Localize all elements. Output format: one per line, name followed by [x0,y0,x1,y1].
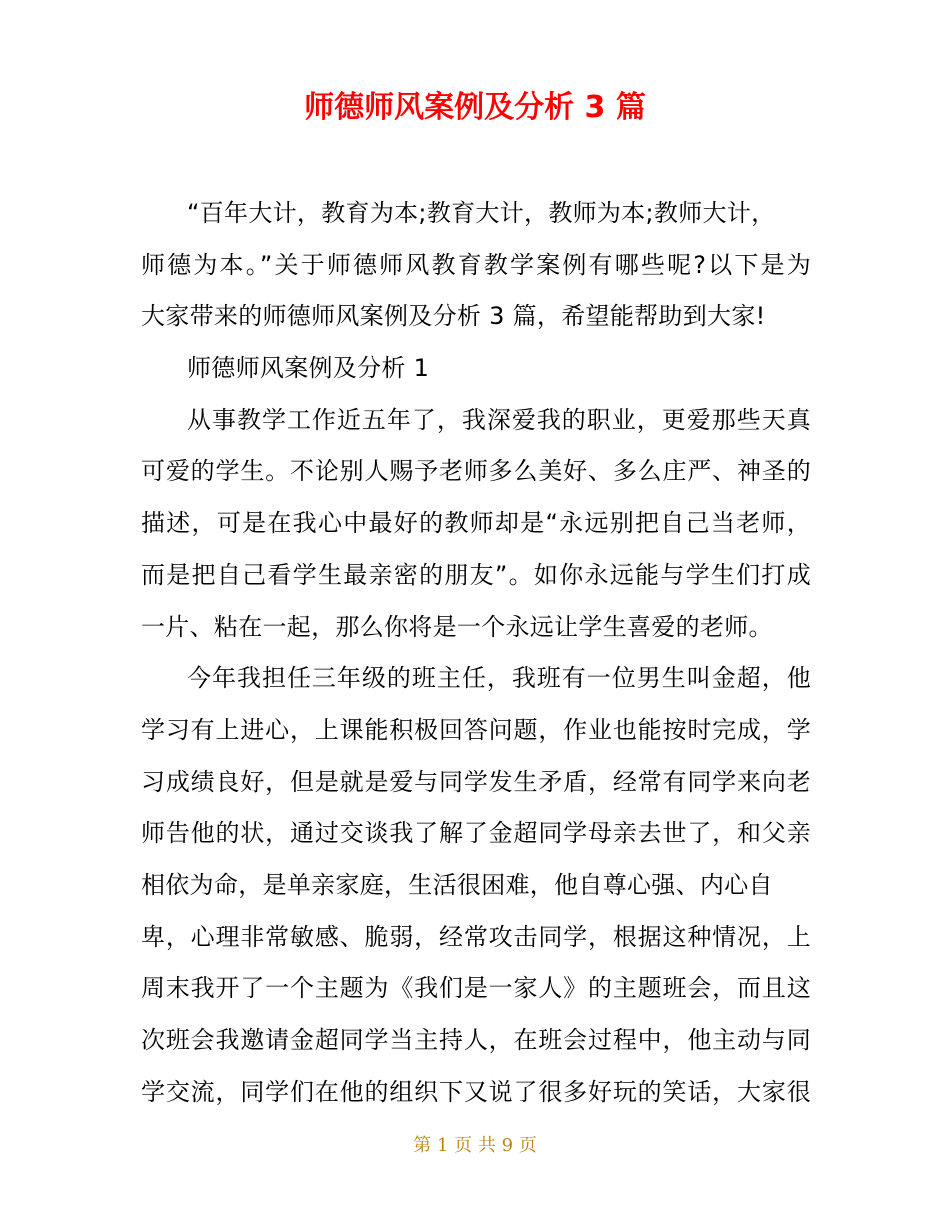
document-title: 师德师风案例及分析 3 篇 [304,90,646,125]
body-line: 师告他的状，通过交谈我了解了金超同学母亲去世了，和父亲 [141,819,811,848]
body-line: 师德为本。”关于师德师风教育教学案例有哪些呢?以下是为 [141,250,811,279]
body-line: 描述，可是在我心中最好的教师却是“永远别把自己当老师， [141,509,811,538]
body-line: “百年大计，教育为本;教育大计，教师为本;教师大计， [187,199,776,227]
body-line: 一片、粘在一起，那么你将是一个永远让学生喜爱的老师。 [141,612,773,641]
body-line: 可爱的学生。不论别人赐予老师多么美好、多么庄严、神圣的 [141,457,811,486]
body-line: 习成绩良好，但是就是爱与同学发生矛盾，经常有同学来向老 [141,767,811,796]
body-line: 周末我开了一个主题为《我们是一家人》的主题班会，而且这 [141,974,811,1003]
section-heading: 师德师风案例及分析 1 [187,354,430,383]
body-line: 相依为命，是单亲家庭，生活很困难，他自尊心强、内心自 [141,870,773,899]
body-line: 从事教学工作近五年了，我深爱我的职业，更爱那些天真 [187,405,811,434]
body-line: 卑，心理非常敏感、脆弱，经常攻击同学，根据这种情况，上 [141,922,811,951]
document-body [141,188,811,1118]
body-line: 大家带来的师德师风案例及分析 3 篇，希望能帮助到大家! [141,302,766,331]
page-number: 第 1 页 共 9 页 [413,1135,537,1156]
body-line: 学习有上进心，上课能积极回答问题，作业也能按时完成，学 [141,715,811,744]
body-line: 今年我担任三年级的班主任，我班有一位男生叫金超，他 [187,664,811,693]
body-line: 次班会我邀请金超同学当主持人，在班会过程中，他主动与同 [141,1026,811,1054]
body-line: 学交流，同学们在他的组织下又说了很多好玩的笑话，大家很 [141,1077,811,1106]
body-line: 而是把自己看学生最亲密的朋友”。如你永远能与学生们打成 [141,560,811,589]
